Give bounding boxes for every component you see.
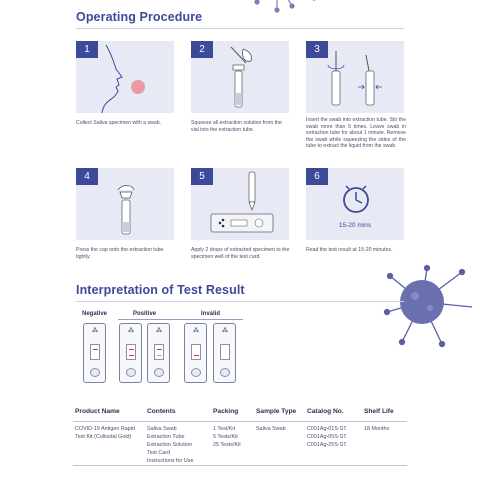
step-5-caption: Apply 2 drops of extracted specimen to the specimen well of the test card. [191,247,290,260]
step-6-caption: Read the test result at 15-20 minutes. [306,247,393,253]
step-6-illustration [306,168,404,240]
cell-catalog-no: C001Ag-01S-ST C001Ag-05S-ST C001Ag-25S-ST [305,421,362,465]
negative-label: Negative [82,311,108,317]
cap-tube-icon [76,168,174,240]
step-3-number: 3 [306,41,328,58]
test-card-positive-2 [147,323,170,383]
invalid-label: Invalid [201,311,221,317]
drop-icon: ⁂ [92,328,98,334]
step-6-number: 6 [306,168,328,185]
positive-label: Positive [133,311,157,317]
step-1-number: 1 [76,41,98,58]
product-spec-table [73,406,407,466]
test-card-negative [83,323,106,383]
step-2-illustration [191,41,289,113]
col-header-product-name: Product Name [73,406,145,421]
section-title-interpretation: Interpretation of Test Result [76,283,245,297]
col-header-shelf-life: Shelf Life [362,406,407,421]
cell-contents: Saliva Swab Extraction Tube Extraction Solution Test Card Instructions for Use [145,421,211,465]
col-header-catalog-no: Catalog No. [305,406,362,421]
step-5-number: 5 [191,168,213,185]
virus-decoration-top [222,0,332,15]
col-header-contents: Contents [145,406,211,421]
section-divider [76,28,404,29]
cell-product-name: COVID-19 Antigen Rapid Test Kit (Colloidal Gold) [73,421,145,465]
clock-icon [306,168,404,240]
step-4-number: 4 [76,168,98,185]
col-header-sample-type: Sample Type [254,406,305,421]
step-4-caption: Press the cap onto the extraction tube tightly. [76,247,164,260]
swab-stir-icon [306,41,404,113]
step-3-illustration [306,41,404,113]
table-header-row [73,406,407,421]
step-2-number: 2 [191,41,213,58]
drop-icon: ⁂ [128,328,134,334]
test-card-positive-1 [119,323,142,383]
step-1-illustration [76,41,174,113]
test-card-invalid-2 [213,323,236,383]
drop-icon: ⁂ [193,328,199,334]
virus-decoration-right [382,262,480,350]
timer-label: 15-20 mins [338,222,372,229]
step-5-illustration [191,168,289,240]
face-profile-icon [76,41,174,113]
section-divider [76,301,404,302]
drop-icon: ⁂ [222,328,228,334]
test-card-drop-icon [191,168,289,240]
cell-packing: 1 Test/Kit 5 Tests/Kit 25 Tests/Kit [211,421,254,465]
step-3-caption: Insert the swab into extraction tube. Stir the swab more than 5 times. Leave swab in extraction tube for about 1 minute. Remove the swab while squeezing the sides of the tube to extract the liquid from the swab. [306,117,406,150]
section-title-operating-procedure: Operating Procedure [76,10,203,24]
col-header-packing: Packing [211,406,254,421]
table-row [73,421,407,465]
cell-shelf-life: 18 Months [362,421,407,465]
test-card-invalid-1 [184,323,207,383]
step-1-caption: Collect Saliva specimen with a swab. [76,120,162,126]
cell-sample-type: Saliva Swab [254,421,305,465]
step-2-caption: Squeeze all extraction solution from the vial into the extraction tube. [191,120,282,133]
vial-squeeze-icon [191,41,289,113]
drop-icon: ⁂ [156,328,162,334]
step-4-illustration [76,168,174,240]
